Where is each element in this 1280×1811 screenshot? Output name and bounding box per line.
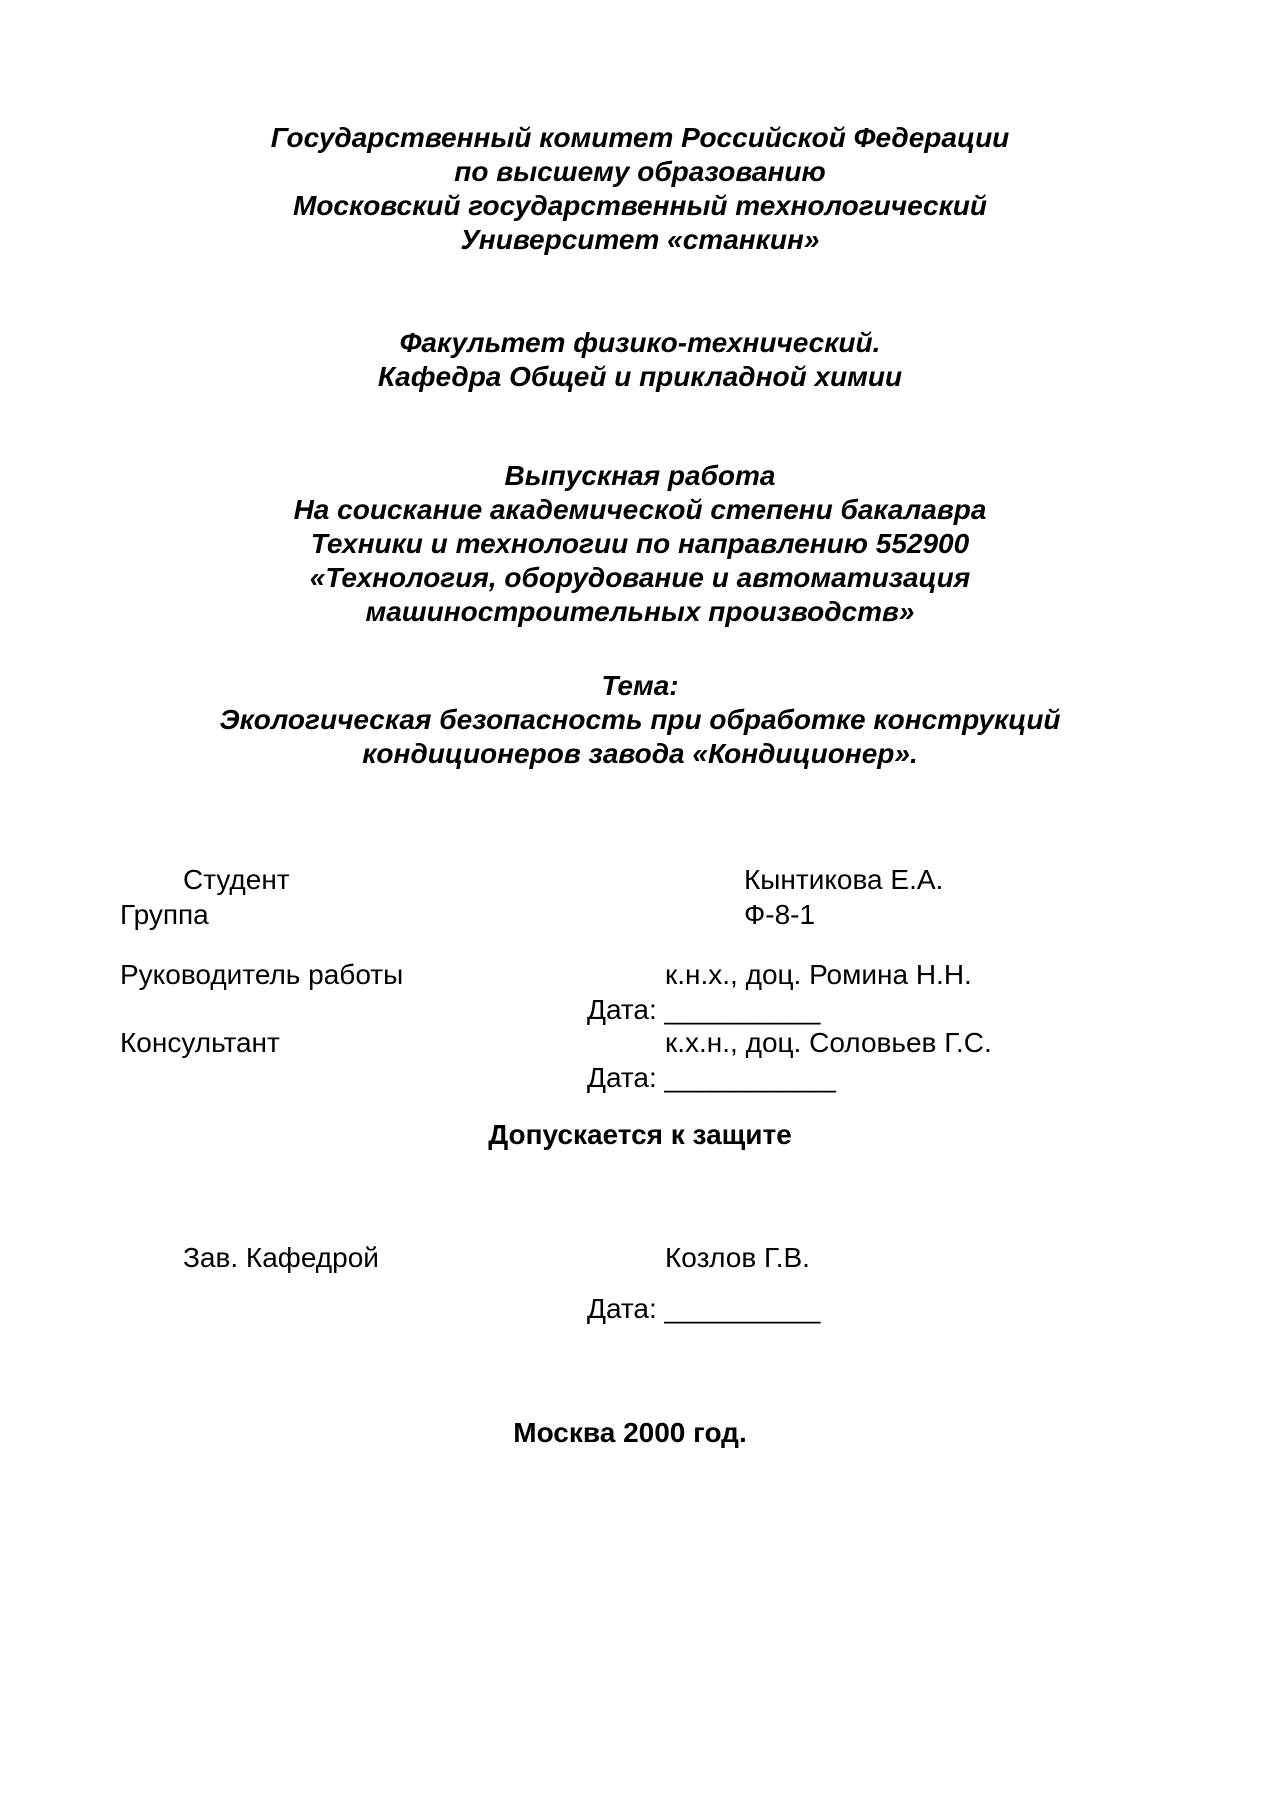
work-line: На соискание академической степени бакалавра bbox=[293, 494, 987, 525]
city-year: Москва 2000 год. bbox=[513, 1417, 747, 1448]
head-value: Козлов Г.В. bbox=[665, 1242, 810, 1273]
group-value: Ф-8-1 bbox=[744, 899, 816, 930]
topic-line: Экологическая безопасность при обработке конструкций bbox=[219, 704, 1061, 735]
admission-text: Допускается к защите bbox=[488, 1119, 792, 1150]
work-line: Техники и технологии по направлению 552900 bbox=[310, 528, 970, 559]
header-line: Государственный комитет Российской Федерации bbox=[270, 122, 1010, 153]
footer bbox=[0, 1416, 1270, 1450]
consultant-value: к.х.н., доц. Соловьев Г.С. bbox=[665, 1027, 992, 1058]
faculty-line: Кафедра Общей и прикладной химии bbox=[377, 361, 903, 392]
consultant-label: Консультант bbox=[120, 1027, 280, 1058]
ministry-header bbox=[0, 121, 1280, 257]
work-title-block bbox=[0, 459, 1280, 629]
topic-line: кондиционеров завода «Кондиционер». bbox=[362, 738, 918, 769]
student-label: Студент bbox=[183, 864, 290, 895]
supervisor-value: к.н.х., доц. Ромина Н.Н. bbox=[665, 959, 972, 990]
supervisor-label: Руководитель работы bbox=[120, 959, 404, 990]
faculty-line: Факультет физико-технический. bbox=[399, 327, 881, 358]
work-line: «Технология, оборудование и автоматизация bbox=[309, 562, 971, 593]
admission-heading bbox=[0, 1118, 1280, 1152]
head-date: Дата: __________ bbox=[587, 1293, 821, 1324]
topic-label: Тема: bbox=[601, 670, 679, 701]
group-label: Группа bbox=[120, 899, 209, 930]
header-line: по высшему образованию bbox=[454, 156, 826, 187]
consultant-date: Дата: ___________ bbox=[587, 1062, 836, 1093]
work-title: Выпускная работа bbox=[504, 460, 776, 491]
topic-block bbox=[0, 669, 1280, 771]
header-line: Московский государственный технологический bbox=[293, 190, 987, 221]
faculty-block bbox=[0, 326, 1280, 394]
supervisor-date: Дата: __________ bbox=[587, 994, 821, 1025]
head-label: Зав. Кафедрой bbox=[183, 1242, 379, 1273]
student-value: Кынтикова Е.А. bbox=[744, 864, 944, 895]
work-line: машиностроительных производств» bbox=[365, 596, 915, 627]
header-line: Университет «станкин» bbox=[460, 224, 820, 255]
